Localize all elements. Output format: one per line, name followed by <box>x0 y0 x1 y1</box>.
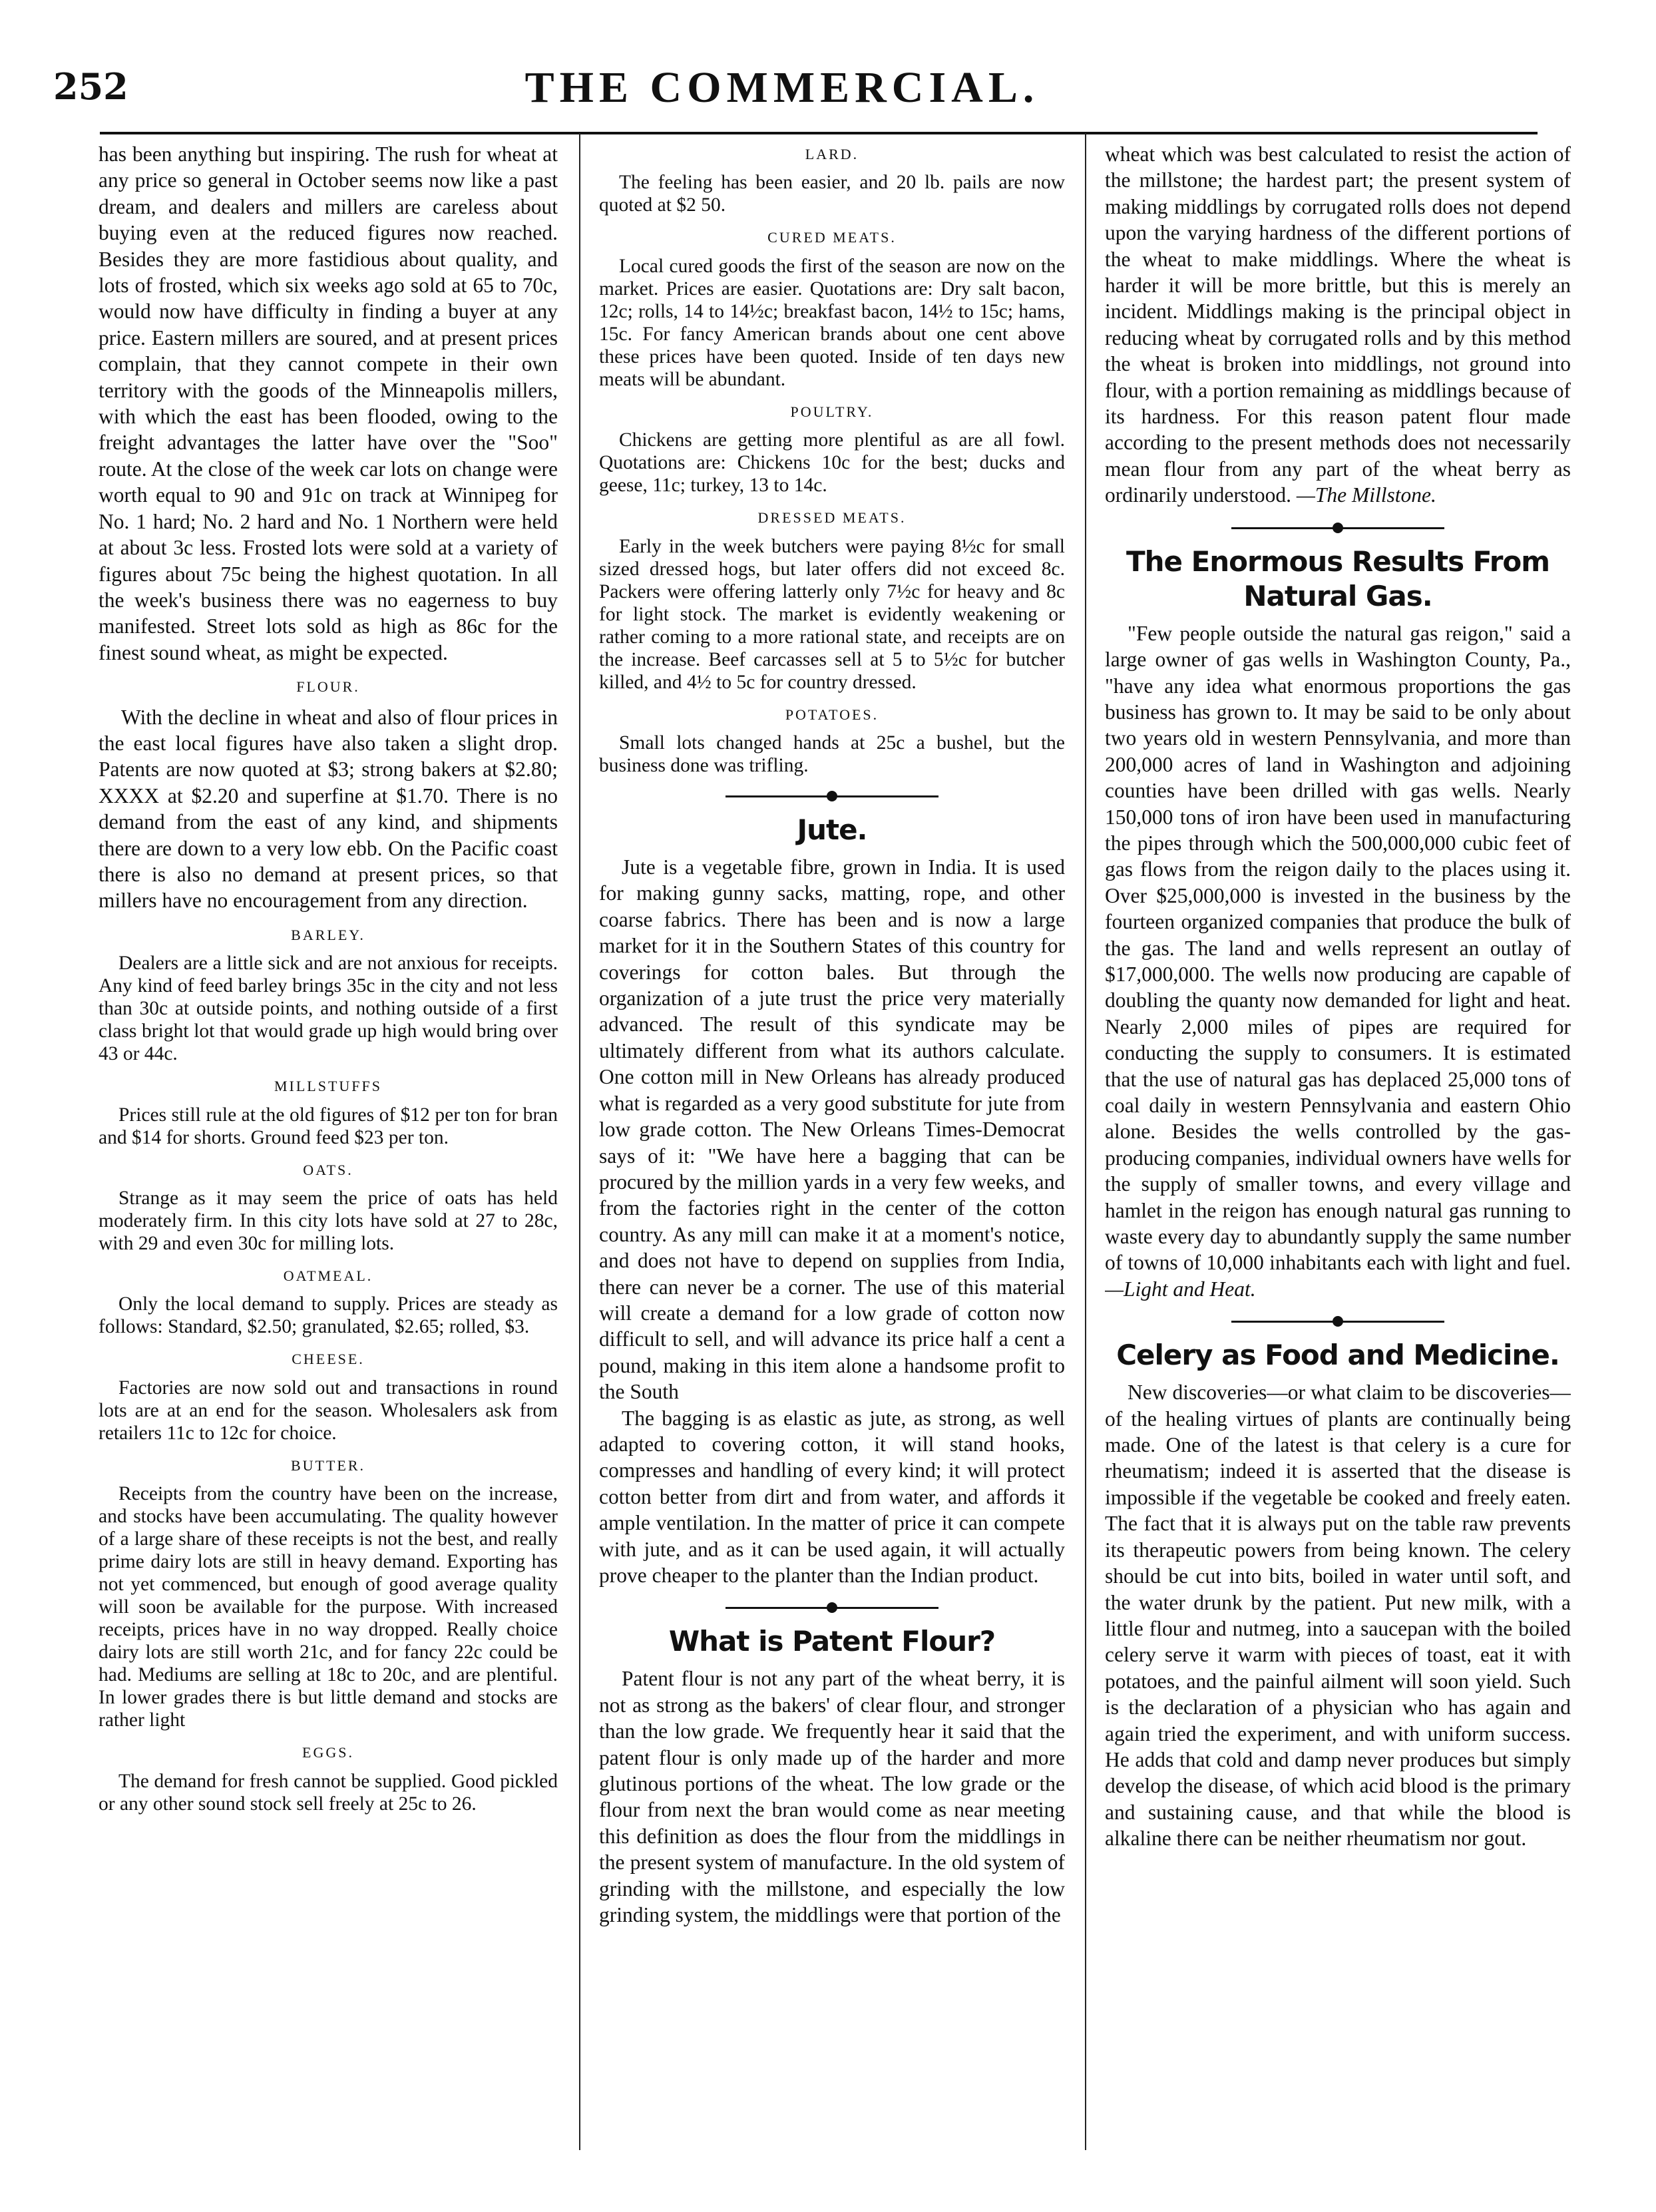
wheat-paragraph: has been anything but inspiring. The rush for wheat at any price so general in October seems now like a past dream, and dealers and millers are careless about buying even at the reduced figures now reached. Besides they are more fastidious about quality, and lots of frosted, which six weeks ago sold at 65 to 70c, would now have difficulty in finding a buyer at any price. Eastern millers are soured, and at present prices complain, that they cannot compete in their own territory with the goods of the Minneapolis millers, with which the east has been flooded, owing to the freight advantages the latter have over the "Soo" route. At the close of the week car lots on change were worth equal to 90 and 91c on track at Winnipeg for No. 1 hard; No. 2 hard and No. 1 Northern were held at about 3c less. Frosted lots were sold at a variety of figures about 75c being the highest quotation. In all the week's business there was no eagerness to buy manifested. Street lots sold as high as 86c for the finest sound wheat, as might be expected. <box>99 142 558 664</box>
page-number: 252 <box>53 65 128 108</box>
barley-paragraph: Dealers are a little sick and are not anxious for receipts. Any kind of feed barley brings 35c in the city and not less than 30c at outside points, and nothing outside of a first class bright lot that would grade up high would bring over 43 or 44c. <box>99 953 558 1065</box>
potatoes-paragraph: Small lots changed hands at 25c a bushel, but the business done was trifling. <box>599 732 1065 777</box>
dressed-meats-heading: DRESSED MEATS. <box>757 509 907 527</box>
header-rule <box>100 132 1538 134</box>
patent-flour-continued <box>1105 141 1571 509</box>
millstuffs-paragraph: Prices still rule at the old figures of $12 per ton for bran and $14 for shorts. Ground feed $23 per ton. <box>99 1104 558 1148</box>
flour-heading: FLOUR. <box>296 678 360 696</box>
lard-heading: LARD. <box>805 146 859 162</box>
oats-paragraph: Strange as it may seem the price of oats has held moderately firm. In this city lots have sold at 27 to 28c, with 29 and even 30c for milling lots. <box>99 1188 558 1254</box>
poultry-heading: POULTRY. <box>790 403 874 420</box>
article-separator <box>599 786 1065 806</box>
poultry-paragraph: Chickens are getting more plentiful as are all fowl. Quotations are: Chickens 10c for the best; ducks and geese, 11c; turkey, 13 to 14c. <box>599 429 1065 497</box>
patent-flour-paragraph: Patent flour is not any part of the wheat berry, it is not as strong as the bakers' of clear flour, and stronger than the low grade. We frequently hear it said that the patent flour is only made up of the harder and more glutinous portions of the wheat. The low grade or the flour from next the bran would come as near meeting this definition as does the flour from the middlings in the present system of manufacture. In the old system of grinding with the millstone, and especially the low grinding system, the middlings were that portion of the <box>599 1667 1065 1927</box>
butter-heading: BUTTER. <box>290 1456 366 1474</box>
masthead-title: THE COMMERCIAL. <box>524 63 1040 112</box>
celery-headline: Celery as Food and Medicine. <box>1116 1339 1559 1372</box>
article-separator <box>599 1598 1065 1618</box>
jute-headline: Jute. <box>797 813 867 847</box>
oats-heading: OATS. <box>303 1161 353 1178</box>
potatoes-heading: POTATOES. <box>785 706 879 723</box>
column-divider <box>579 133 580 2150</box>
dressed-meats-paragraph: Early in the week butchers were paying 8½c for small sized dressed hogs, but later offers did not exceed 8c. Packers were offering latterly only 7½c for heavy and 8c for light stock. The market is evidently weakening or rather coming to a more rational state, and receipts are on the increase. Beef carcasses sell at 5 to 5½c for butcher killed, and 4½ to 5c for country dressed. <box>599 535 1065 693</box>
barley-heading: BARLEY. <box>291 926 365 943</box>
light-and-heat-credit: —Light and Heat. <box>1105 1277 1256 1301</box>
cheese-paragraph: Factories are now sold out and transactions in round lots are at an end for the season. Wholesalers ask from retailers 11c to 12c for choice. <box>99 1377 558 1444</box>
column-divider <box>1085 133 1086 2150</box>
page-header <box>27 60 1538 133</box>
patent-flour-continued-text: wheat which was best calculated to resist the action of the millstone; the hardest part; the present system of making middlings by corrugated rolls does not depend upon the varying hardness of the different portions of the wheat to make middlings. Where the wheat is harder it will be more brittle, but this is merely an incident. Middlings making is the principal object in reducing wheat by corrugated rolls and by this method the wheat is broken into middlings, not ground into flour, with a portion remaining as middlings because of its hardness. For this reason patent flour made according to the present methods does not necessarily mean flour from any part of the wheat berry as ordinarily understood. <box>1105 142 1571 507</box>
article-separator <box>1105 1311 1571 1331</box>
natural-gas-paragraph <box>1105 620 1571 1303</box>
jute-paragraph-2: The bagging is as elastic as jute, as strong, as well adapted to covering cotton, it will stand hooks, compresses and handling of every kind; it will protect cotton better from dirt and from water, and affords it ample ventilation. In the matter of price it can compete with jute, and as it can be used again, it will actually prove cheaper to the planter than the Indian product. <box>599 1406 1065 1587</box>
column-middle <box>599 141 1065 2151</box>
oatmeal-paragraph: Only the local demand to supply. Prices are steady as follows: Standard, $2.50; granulated, $2.65; rolled, $3. <box>99 1293 558 1338</box>
cheese-heading: CHEESE. <box>292 1351 365 1368</box>
patent-flour-headline: What is Patent Flour? <box>668 1625 996 1658</box>
flour-paragraph: With the decline in wheat and also of flour prices in the east local figures have also taken a slight drop. Patents are now quoted at $3; strong bakers at $2.80; XXXX at $2.20 and superfine at $1.70. There is no demand from the east of any kind, and shipments there are down to a very low ebb. On the Pacific coast there is also no demand at present prices, so that millers have no encouragement from any direction. <box>99 705 558 913</box>
cured-meats-paragraph: Local cured goods the first of the season are now on the market. Prices are easier. Quotations are: Dry salt bacon, 12c; rolls, 14 to 14½c; breakfast bacon, 14½ to 15c; hams, 15c. For fancy American brands about one cent above these prices have been quoted. Inside of ten days new meats will be abundant. <box>599 255 1065 390</box>
eggs-heading: EGGS. <box>302 1744 354 1761</box>
millstone-credit: —The Millstone. <box>1296 483 1436 507</box>
natural-gas-text: "Few people outside the natural gas reigon," said a large owner of gas wells in Washington County, Pa., "have any idea what enormous proportions the gas business has grown to. It may be said to be only about two years old in western Pennsylvania, and more than 200,000 acres of land in Washington and adjoining counties have been drilled with gas wells. Nearly 150,000 tons of iron have been used in manufacturing the pipes through which the 500,000,000 cubic feet of gas flows from the reigon daily to the places using it. Over $25,000,000 is invested in the business by the fourteen organized companies that produce the bulk of the gas. The land and wells represent an outlay of $17,000,000. The wells now producing are capable of doubling the quanty now demanded for light and heat. Nearly 2,000 miles of pipes are required for conducting the supply to consumers. It is estimated that the use of natural gas has deplaced 25,000 tons of coal daily in western Pennsylvania and eastern Ohio alone. Besides the wells controlled by the gas-producing companies, individual owners have wells for the supply of smaller towns, and every village and hamlet in the reigon has enough natural gas running to waste every day to abundantly supply the same number of towns of 10,000 inhabitants each with light and fuel. <box>1105 621 1571 1275</box>
millstuffs-heading: MILLSTUFFS <box>274 1078 383 1095</box>
lard-paragraph: The feeling has been easier, and 20 lb. pails are now quoted at $2 50. <box>599 172 1065 216</box>
jute-paragraph: Jute is a vegetable fibre, grown in India. It is used for making gunny sacks, matting, rope, and other coarse fabrics. There has been and is now a large market for it in the Southern States of this country for coverings for cotton bales. But through the organization of a jute trust the price very materially advanced. The result of this syndicate may be ultimately different from what its authors calculate. One cotton mill in New Orleans has already produced what is regarded as a very good substitute for jute from low grade cotton. The New Orleans Times-Democrat says of it: "We have here a bagging that can be procured by the million yards in a very few weeks, and from the factories right in the center of the cotton country. As any mill can make it at a moment's notice, and does not have to depend on supplies from India, there can never be a corner. The use of this material will create a demand for a low grade of cotton now difficult to sell, and will advance its price half a cent a pound, making in this item alone a handsome profit to the South <box>599 855 1065 1404</box>
natural-gas-headline: The Enormous Results From Natural Gas. <box>1126 545 1550 612</box>
cured-meats-heading: CURED MEATS. <box>767 229 897 246</box>
column-right <box>1105 141 1571 2151</box>
celery-paragraph: New discoveries—or what claim to be discoveries—of the healing virtues of plants are continually being made. One of the latest is that celery is a cure for rheumatism; indeed it is asserted that the disease is impossible if the vegetable be cooked and freely eaten. The fact that it is always put on the table raw prevents its therapeutic powers from being known. The celery should be cut into bits, boiled in water until soft, and the water drunk by the patient. Put new milk, with a little flour and nutmeg, into a saucepan with the boiled celery serve it warm with pieces of toast, eat it with potatoes, and the painful ailment will soon yield. Such is the declaration of a physician who has again and again tried the experiment, and with uniform success. He adds that cold and damp never produces but simply develop the disease, of which acid blood is the primary and sustaining cause, and that while the blood is alkaline there can be neither rheumatism nor gout. <box>1105 1381 1571 1851</box>
butter-paragraph: Receipts from the country have been on the increase, and stocks have been accumulating. The quality however of a large share of these receipts is not the best, and really prime dairy lots are still in heavy demand. Exporting has not yet commenced, but enough of good average quality will soon be available for the purpose. With increased receipts, prices have in no way dropped. Really choice dairy lots are still worth 21c, and for fancy 22c could be had. Mediums are selling at 18c to 20c, and are plentiful. In lower grades there is but little demand and stocks are rather light <box>99 1483 558 1731</box>
article-separator <box>1105 518 1571 538</box>
oatmeal-heading: OATMEAL. <box>283 1267 373 1284</box>
column-left <box>99 141 558 2151</box>
eggs-paragraph: The demand for fresh cannot be supplied. Good pickled or any other sound stock sell freely at 25c to 26. <box>99 1770 558 1815</box>
